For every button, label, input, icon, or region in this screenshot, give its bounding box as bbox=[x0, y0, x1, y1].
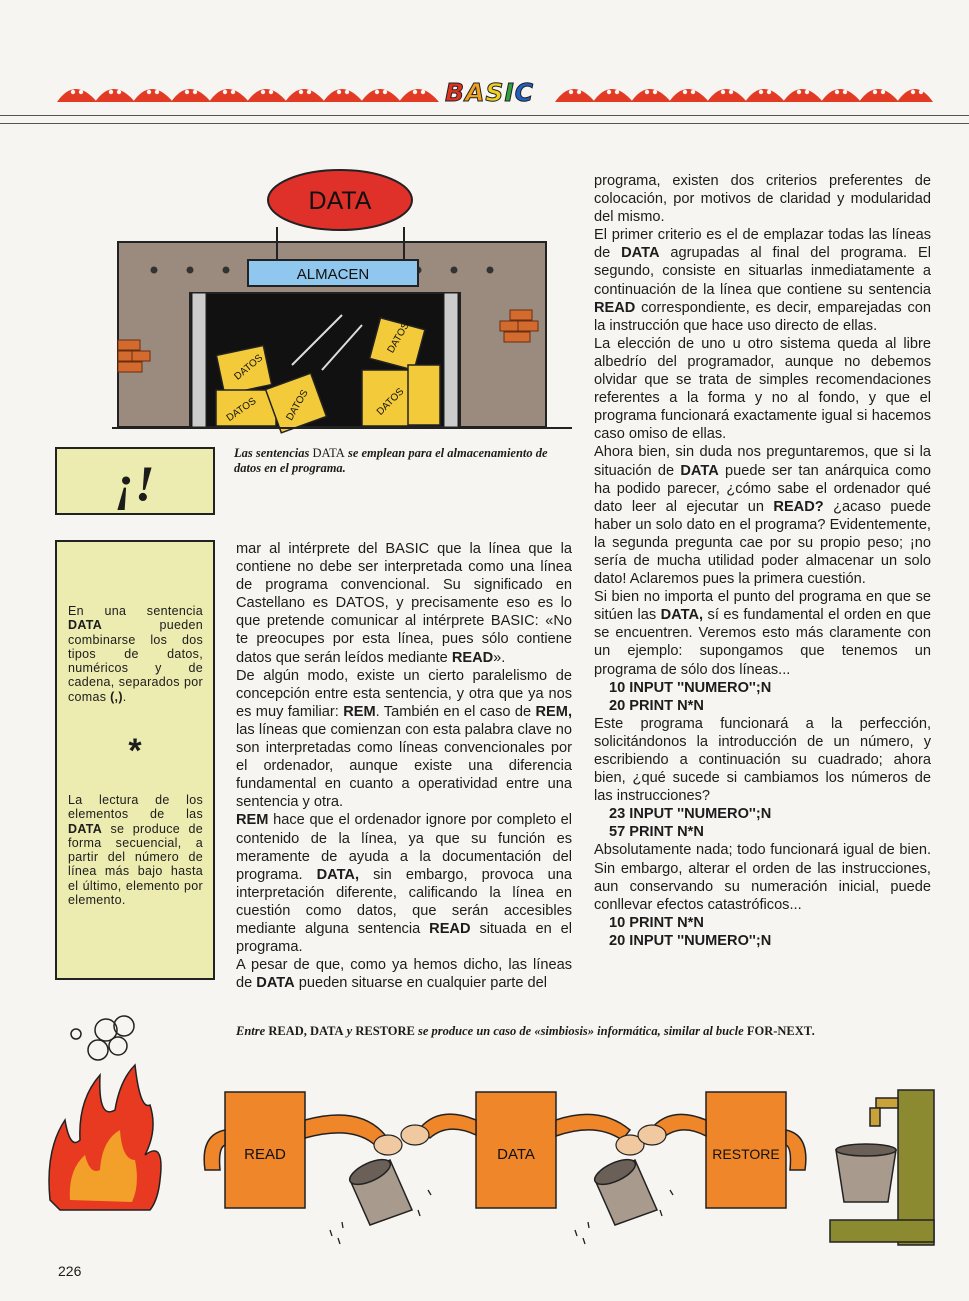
data-box-label: DATA bbox=[497, 1146, 535, 1163]
paragraph: programa, existen dos criterios preferentes de colocación, por motivos de claridad y modularidad del mismo. bbox=[594, 173, 931, 226]
basic-logo-text bbox=[445, 78, 534, 107]
box-label-datos: DATOS bbox=[224, 395, 259, 425]
bucket-left bbox=[346, 1155, 412, 1225]
top-illustration-caption bbox=[234, 446, 574, 476]
logo-letter: C bbox=[514, 78, 535, 107]
note-text: se produce de forma secuencial, a partir del número de línea más bajo hasta el último, elemento por elemento. bbox=[68, 821, 203, 908]
middle-column bbox=[236, 540, 572, 992]
read-box bbox=[225, 1092, 305, 1208]
bucket-under-tap bbox=[836, 1144, 896, 1202]
code-line: 57 PRINT N*N bbox=[609, 824, 704, 841]
bucket-right bbox=[591, 1155, 657, 1225]
read-box-label: READ bbox=[244, 1146, 286, 1163]
sidebar-note-box bbox=[55, 540, 215, 980]
paragraph: De algún modo, existe un cierto paralelismo de concepción entre esta sentencia, y otra que ya nos es muy familiar: REM. También en el caso de REM, las líneas que comienzan con esta palabra clave no son interpretadas como líneas convencionales por el ordenador, aunque existe una diferencia fundamental en cuanto a operatividad entre una sentencia y otra. bbox=[236, 667, 572, 811]
paragraph: Ahora bien, sin duda nos preguntaremos, que si la situación de DATA puede ser tan anárquica como ha podido parecer, ¿cómo sabe el ordenador qué dato leer al ejecutar un READ? ¿acaso puede haber un solo dato en el programa? Evidentemente, la segunda pregunta cae por su propio peso; ¡no sería de mucha utilidad poder almacenar un solo dato! Aclaremos pues la primera cuestión. bbox=[594, 444, 931, 588]
box-label-datos: DATOS bbox=[284, 388, 311, 423]
header-rule-bottom bbox=[0, 123, 969, 124]
caption-text: se emplean para el almacenamiento de datos en el programa. bbox=[234, 446, 548, 475]
restore-box-label: RESTORE bbox=[712, 1146, 780, 1162]
invader-row-left bbox=[57, 89, 439, 102]
code-line: 10 INPUT ''NUMERO'';N bbox=[609, 679, 772, 696]
paragraph: Este programa funcionará a la perfección, solicitándonos la introducción de un número, y escribiendo a continuación su cuadrado; ahora bien, ¿qué sucede si cambiamos los números de las instrucciones? bbox=[594, 715, 931, 805]
note-text: pueden combinarse los dos tipos de datos, numéricos y de cadena, separados por comas bbox=[68, 618, 203, 704]
sidebar-title: ¡! bbox=[115, 455, 155, 511]
note-keyword: DATA bbox=[68, 618, 103, 633]
paragraph: mar al intérprete del BASIC que la línea que la contiene no debe ser interpretada como una línea de programa convencional. Su significado en Castellano es DATOS, y precisamente eso es lo que pretende comunicar al intérprete BASIC: «No te preocupes por esta línea, pues sólo contiene datos que serán leídos mediante READ». bbox=[236, 541, 572, 666]
paragraph: A pesar de que, como ya hemos dicho, las líneas de DATA pueden situarse en cualquier parte del bbox=[236, 957, 572, 992]
asterisk-separator: * bbox=[128, 732, 142, 770]
smoke-puffs bbox=[71, 1016, 134, 1060]
header-rule-top bbox=[0, 115, 969, 116]
sidebar-note-2 bbox=[68, 793, 203, 907]
box-label-datos: DATOS bbox=[385, 320, 412, 356]
box-label-datos: DATOS bbox=[232, 352, 266, 383]
logo-letter: I bbox=[504, 78, 515, 107]
note-keyword: DATA bbox=[68, 821, 103, 836]
code-line: 10 PRINT N*N bbox=[609, 914, 704, 931]
data-sign-label: DATA bbox=[308, 187, 372, 215]
bottom-illustration-caption: Entre READ, DATA y RESTORE se produce un caso de «simbiosis» informática, similar al bucle FOR-NEXT. bbox=[236, 1024, 816, 1038]
code-line: 20 INPUT ''NUMERO'';N bbox=[609, 932, 772, 949]
warehouse-illustration bbox=[112, 165, 572, 435]
logo-letter: B bbox=[445, 78, 466, 107]
restore-box bbox=[706, 1092, 786, 1208]
paragraph: Absolutamente nada; todo funcionará igual de bien. Sin embargo, alterar el orden de las instrucciones, aun conservando su numeración inicial, puede conllevar efectos catastróficos... bbox=[594, 842, 931, 913]
paragraph: El primer criterio es el de emplazar todas las líneas de DATA agrupadas al final del programa. El segundo, consiste en situarlas inmediatamente a continuación de la línea que contiene su sentencia READ correspondiente, es decir, emparejadas con la instrucción que hace uso directo de ellas. bbox=[594, 227, 931, 334]
paragraph: REM hace que el ordenador ignore por completo el contenido de la línea, ya que su función es meramente de ayuda a la documentación del programa. DATA, sin embargo, provoca una interpretación diferente, calificando la línea en cuestión como datos, que serán accesibles mediante alguna sentencia READ situada en el programa. bbox=[236, 812, 572, 956]
almacen-banner-label: ALMACEN bbox=[296, 266, 370, 283]
note-text: . bbox=[122, 689, 127, 704]
caption-keyword: DATA bbox=[312, 446, 345, 460]
right-column bbox=[594, 172, 931, 950]
logo-letter: A bbox=[465, 78, 486, 107]
code-line: 20 PRINT N*N bbox=[609, 697, 704, 714]
code-line: 23 INPUT ''NUMERO'';N bbox=[609, 806, 772, 823]
sidebar-title-box bbox=[55, 447, 215, 515]
symbiosis-illustration bbox=[40, 1010, 940, 1250]
basic-logo bbox=[445, 78, 543, 108]
caption-text: Las sentencias bbox=[234, 446, 313, 460]
data-box bbox=[476, 1092, 556, 1208]
page-number: 226 bbox=[58, 1263, 82, 1279]
paragraph: Si bien no importa el punto del programa en que se sitúen las DATA, sí es fundamental el orden en que se encuentren. Veremos esto más claramente con un ejemplo: supongamos que tenemos un programa de sólo dos líneas... bbox=[594, 589, 931, 678]
note-text: La lectura de los elementos de las bbox=[68, 793, 203, 822]
sidebar-note-1 bbox=[68, 604, 203, 704]
logo-letter: S bbox=[485, 78, 505, 107]
box-label-datos: DATOS bbox=[374, 386, 407, 418]
note-keyword: (,) bbox=[110, 689, 123, 704]
note-text: En una sentencia bbox=[68, 604, 203, 618]
paragraph: La elección de uno u otro sistema queda al libre albedrío del programador, aunque no debemos olvidar que se trata de simples recomendaciones referentes a la forma y no al fondo, y que el programa funcionará exactamente igual si hacemos caso omiso de ellas. bbox=[594, 335, 931, 443]
